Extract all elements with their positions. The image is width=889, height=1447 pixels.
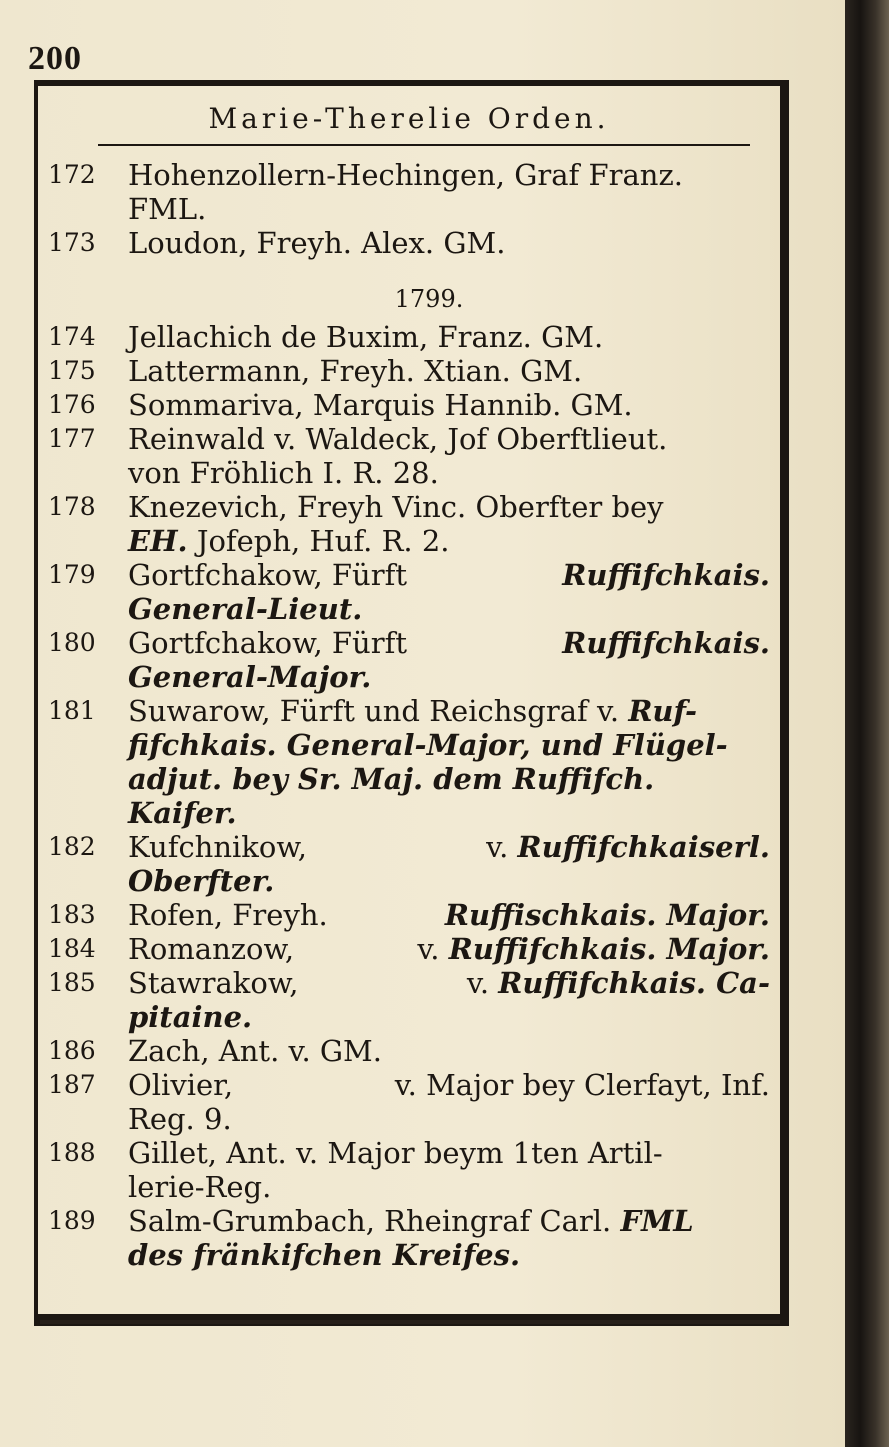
entry-italic: Ruffifchkais. Ca- — [498, 966, 770, 1000]
entry-text: v. — [417, 932, 440, 966]
entry-text: Gortfchakow, Fürft — [128, 558, 407, 592]
list-item — [48, 490, 770, 558]
list-item — [48, 558, 770, 626]
page-frame — [34, 80, 789, 1326]
entry-line — [128, 830, 770, 864]
bottom-rule — [40, 1320, 780, 1324]
entry-italic: Ruffifchkaiserl. — [517, 830, 770, 864]
entry-text: Gortfchakow, Fürft — [128, 626, 407, 660]
entry-number: 180 — [48, 628, 96, 657]
entry-italic: Ruffifchkais. Major. — [448, 932, 770, 966]
entry-text: Olivier, — [128, 1068, 234, 1102]
entry-italic: EH. — [128, 524, 188, 558]
entry-right — [417, 932, 770, 966]
entry-line: Reg. 9. — [128, 1102, 232, 1136]
entry-text: Romanzow, — [128, 932, 295, 966]
entry-number: 184 — [48, 934, 96, 963]
entry-number: 185 — [48, 968, 96, 997]
entry-line — [128, 1068, 770, 1102]
entry-number: 188 — [48, 1138, 96, 1167]
entry-line: FML. — [128, 192, 207, 226]
entry-text: Rofen, Freyh. — [128, 898, 328, 932]
list-item — [48, 1136, 770, 1204]
entry-text: v. — [486, 830, 509, 864]
list-item — [48, 1034, 770, 1068]
entry-number: 189 — [48, 1206, 96, 1235]
entry-line: Jellachich de Buxim, Franz. GM. — [128, 320, 604, 354]
entry-right — [486, 830, 770, 864]
list-item — [48, 898, 770, 932]
list-item — [48, 1204, 770, 1272]
entry-line: des fränkifchen Kreifes. — [128, 1238, 521, 1272]
entry-line: Zach, Ant. v. GM. — [128, 1034, 382, 1068]
entry-text: v. Major bey Clerfayt, Inf. — [394, 1068, 770, 1102]
entry-italic: Ruffifchkais. — [562, 558, 770, 592]
entry-text: Jofeph, Huf. R. 2. — [196, 524, 450, 558]
list-item — [48, 388, 770, 422]
entry-line: Knezevich, Freyh Vinc. Oberfter bey — [128, 490, 664, 524]
entry-text: Kufchnikow, — [128, 830, 307, 864]
list-item — [48, 1068, 770, 1136]
entry-number: 179 — [48, 560, 96, 589]
entry-line: lerie-Reg. — [128, 1170, 272, 1204]
entry-right — [467, 966, 770, 1000]
entry-line — [128, 558, 770, 592]
entry-line — [128, 966, 770, 1000]
list-item — [48, 422, 770, 490]
header-rule — [98, 144, 750, 146]
entry-line: adjut. bey Sr. Maj. dem Ruffifch. Kaifer. — [128, 762, 655, 830]
entry-line: Loudon, Freyh. Alex. GM. — [128, 226, 506, 260]
list-item — [48, 226, 770, 260]
entry-line — [128, 898, 770, 932]
entry-line: fifchkais. General-Major, und Flügel- — [128, 728, 728, 762]
year-heading: 1799. — [394, 285, 464, 313]
list-item — [48, 830, 770, 898]
entry-text: Salm-Grumbach, Rheingraf Carl. — [128, 1204, 612, 1238]
entry-line: Hohenzollern-Hechingen, Graf Franz. — [128, 158, 683, 192]
entry-number: 176 — [48, 390, 96, 419]
entry-line: Reinwald v. Waldeck, Jof Oberftlieut. — [128, 422, 668, 456]
entry-line — [128, 932, 770, 966]
entry-number: 174 — [48, 322, 96, 351]
entry-number: 172 — [48, 160, 96, 189]
entry-line: Gillet, Ant. v. Major beym 1ten Artil- — [128, 1136, 663, 1170]
entry-number: 183 — [48, 900, 96, 929]
entry-number: 175 — [48, 356, 96, 385]
entry-text: Stawrakow, — [128, 966, 299, 1000]
list-item — [48, 320, 770, 354]
entry-number: 181 — [48, 696, 96, 725]
entry-line: pitaine. — [128, 1000, 253, 1034]
page-header: Marie-Therelie Orden. — [208, 102, 610, 135]
entry-number: 173 — [48, 228, 96, 257]
list-item — [48, 354, 770, 388]
entry-line — [128, 524, 770, 558]
entry-line: Lattermann, Freyh. Xtian. GM. — [128, 354, 583, 388]
entry-line: von Fröhlich I. R. 28. — [128, 456, 439, 490]
entry-number: 178 — [48, 492, 96, 521]
list-item — [48, 966, 770, 1034]
entry-number: 182 — [48, 832, 96, 861]
entry-number: 186 — [48, 1036, 96, 1065]
list-item — [48, 626, 770, 694]
entry-number: 187 — [48, 1070, 96, 1099]
entry-line: General-Lieut. — [128, 592, 363, 626]
list-item — [48, 932, 770, 966]
entry-italic: Ruffifchkais. — [562, 626, 770, 660]
list-item — [48, 158, 770, 226]
entry-line — [128, 1204, 770, 1238]
facing-page-edge — [845, 0, 889, 1447]
entry-italic: Ruffischkais. Major. — [444, 898, 770, 932]
entry-text: v. — [466, 966, 490, 1000]
entry-italic: Ruf- — [628, 694, 697, 728]
entry-text: Suwarow, Fürft und Reichsgraf v. — [128, 694, 620, 728]
entry-line: Sommariva, Marquis Hannib. GM. — [128, 388, 633, 422]
entry-line — [128, 694, 770, 728]
entry-line — [128, 626, 770, 660]
page-number: 200 — [28, 40, 82, 77]
entry-number: 177 — [48, 424, 96, 453]
order-list — [48, 158, 770, 1272]
entry-line: General-Major. — [128, 660, 372, 694]
entry-italic: FML — [620, 1204, 694, 1238]
entry-line: Oberfter. — [128, 864, 275, 898]
list-item — [48, 694, 770, 830]
